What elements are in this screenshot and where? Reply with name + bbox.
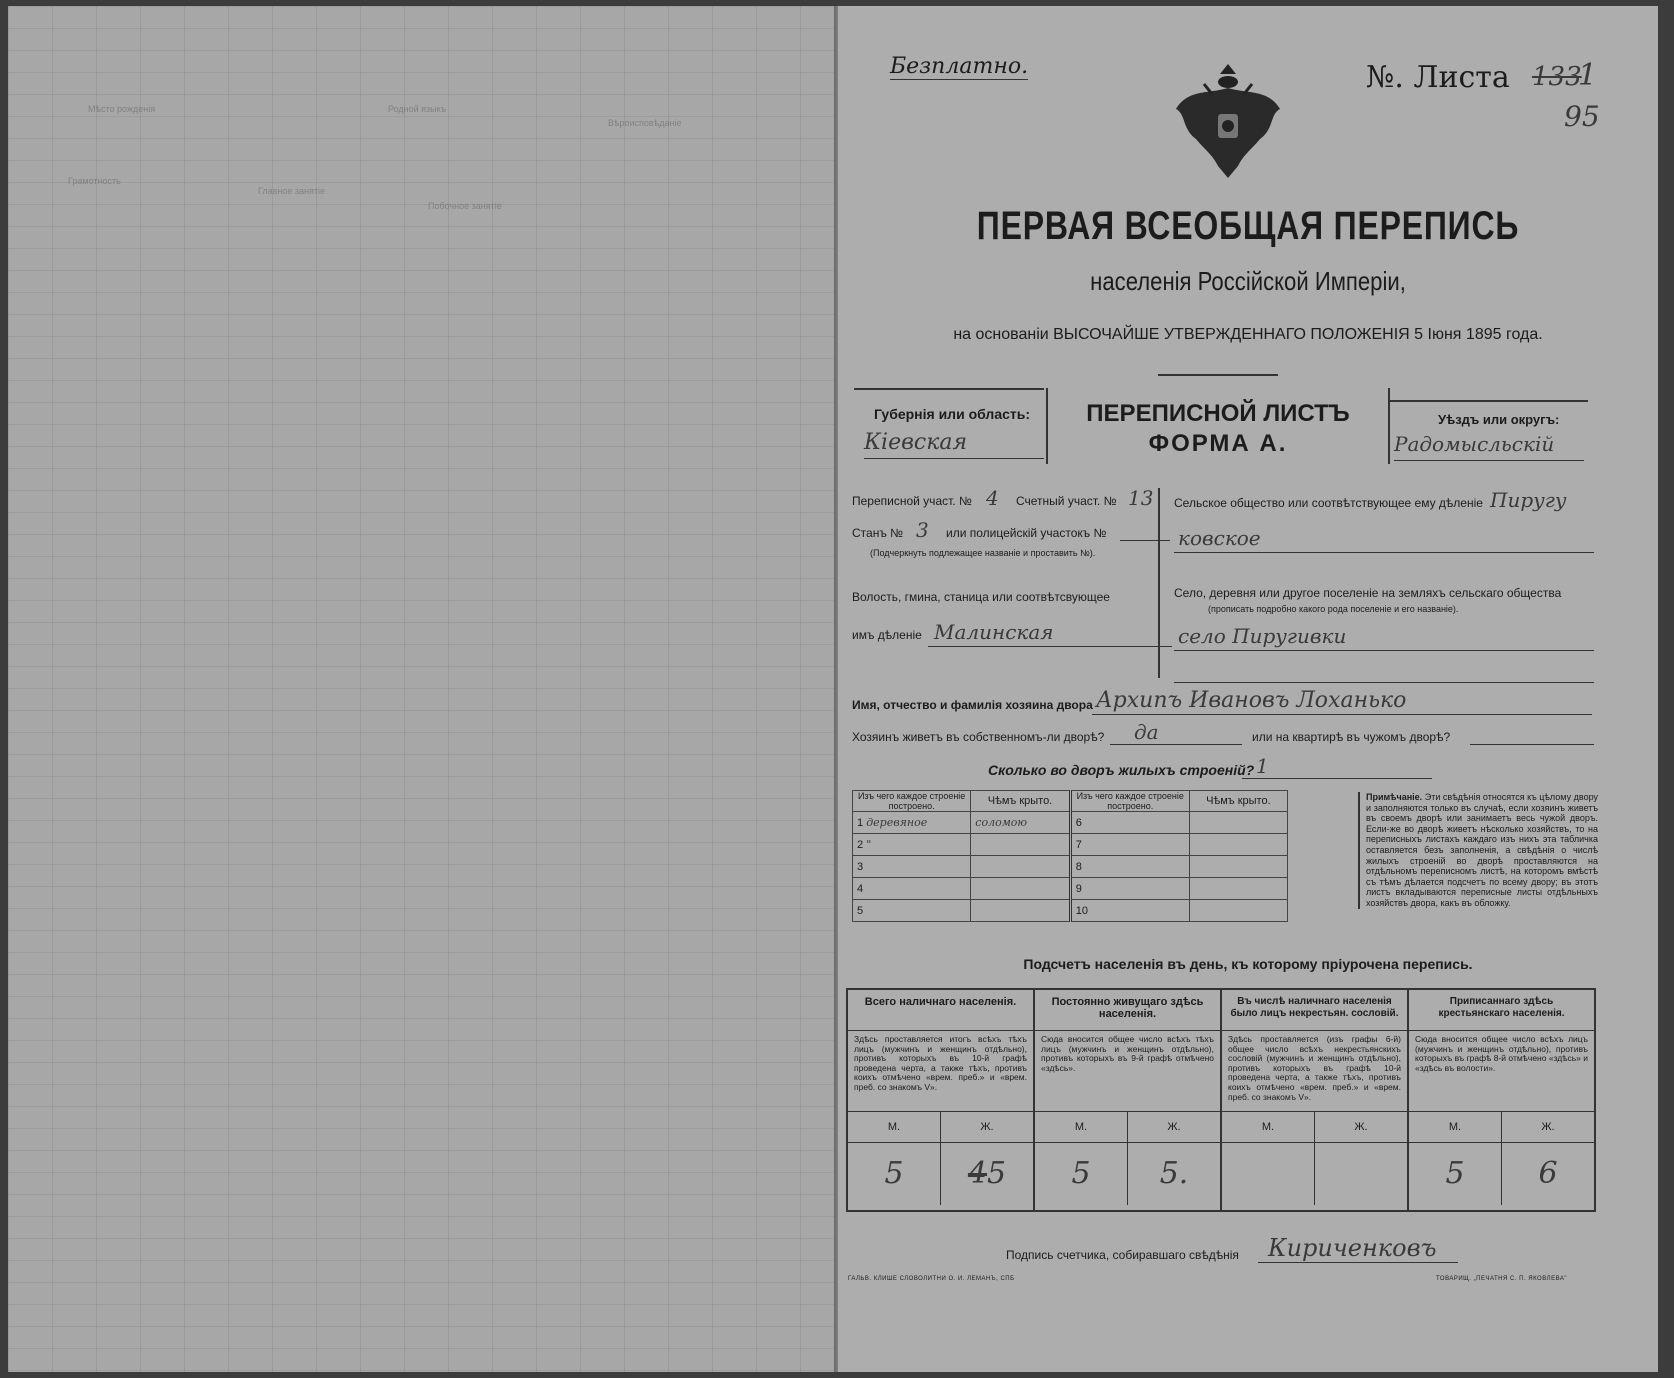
district-label: Уѣздъ или округъ: — [1438, 412, 1560, 427]
col-material-header: Изъ чего каждое строеніе построено. — [1070, 791, 1189, 812]
province-value: Кіевская — [864, 430, 968, 455]
stan-value: 3 — [916, 518, 929, 542]
left-page — [8, 6, 836, 1372]
village-value: село Пиругивки — [1178, 624, 1347, 648]
free-label: Безплатно. — [890, 54, 1029, 79]
printer-mark-left: ГАЛЬВ. КЛИШЕ СЛОВОЛИТНИ О. И. ЛЕМАНЪ, СПБ — [848, 1276, 1015, 1282]
own-yard-value: да — [1134, 720, 1159, 744]
total-women-struck: 4 — [967, 1156, 987, 1191]
col-roof-header: Чѣмъ крыто. — [971, 791, 1070, 812]
registered-men-value: 5 — [1409, 1143, 1502, 1205]
sheet-number-b: 95 — [1564, 100, 1600, 133]
buildings-value: 1 — [1256, 754, 1269, 778]
owner-label: Имя, отчество и фамилія хозяина двора — [852, 698, 1093, 712]
bleed-text: Родной языкъ — [388, 104, 447, 114]
signature-label: Подпись счетчика, собиравшаго свѣдѣнія — [1006, 1248, 1239, 1262]
sheet-number-a: 1 — [1578, 58, 1598, 93]
bleed-text: Мѣсто рожденія — [88, 104, 156, 114]
total-men-value: 5 — [848, 1143, 941, 1205]
note-text: Эти свѣдѣнія относятся къ цѣлому двору и заполняются только въ случаѣ, если хозяинъ живетъ въ своемъ дворѣ или занимаетъ весь чужой дворъ. Если-же во дворѣ живетъ нѣсколько хозяйствъ, то на переписныхъ листахъ каждаго изъ нихъ эта табличка оставляется безъ заполненія, а свѣдѣнія о числѣ жилыхъ строеній во дворѣ проставляются на отдѣльномъ переписномъ листѣ, на которомъ вмѣстѣ съ тѣмъ дѣлается подсчетъ по всему двору; въ этотъ листъ вкладываются переписные листы отдѣльныхъ хозяйствъ двора, какъ въ обложку. — [1366, 792, 1598, 908]
stan-label: Станъ № — [852, 526, 904, 540]
table-row: 5 10 — [853, 900, 1288, 922]
province-box — [854, 388, 1044, 466]
rented-label: или на квартирѣ въ чужомъ дворѣ? — [1252, 730, 1451, 744]
rural-society-label: Сельское общество или соотвѣтствующее ему дѣленіе — [1174, 496, 1483, 510]
page-title: ПЕРВАЯ ВСЕОБЩАЯ ПЕРЕПИСЬ — [976, 204, 1520, 248]
field-divider — [1158, 488, 1160, 678]
signature-value: Кириченковъ — [1268, 1234, 1437, 1262]
count-heading: Подсчетъ населенія въ день, къ которому пріурочена перепись. — [1023, 956, 1473, 972]
col-roof-header: Чѣмъ крыто. — [1189, 791, 1287, 812]
count-column: Всего наличнаго населенія. Здѣсь проставляется итогъ всѣхъ тѣхъ лицъ (мужчинъ и женщинъ отдѣльно), противъ которыхъ въ 10-й графѣ проведена черта, а также тѣхъ, противъ коихъ отмѣчено «врем. преб.» и «врем. преб. со знакомъ V». М. Ж. 5 45 — [848, 990, 1035, 1210]
count-column: Приписаннаго здѣсь крестьянскаго населенія. Сюда вносится общее число всѣхъ лицъ (мужчинъ и женщинъ отдѣльно), противъ которыхъ въ графѣ 8-й отмѣчено «здѣсь» и «здѣсь въ волости». М. Ж. 5 6 — [1409, 990, 1594, 1210]
count-district-label: Счетный участ. № — [1016, 494, 1117, 508]
district-box — [1388, 400, 1588, 466]
bleed-text: Грамотность — [68, 176, 121, 186]
nonpeasant-men-value — [1222, 1143, 1315, 1205]
ornament-divider — [1158, 374, 1278, 376]
registered-women-value: 6 — [1538, 1156, 1558, 1191]
form-subtitle: ФОРМА А. — [1148, 430, 1288, 457]
resident-men-value: 5 — [1035, 1143, 1128, 1205]
count-column: Постоянно живущаго здѣсь населенія. Сюда вносится общее число всѣхъ тѣхъ лицъ (мужчинъ и женщинъ отдѣльно), противъ которыхъ въ 9-й графѣ отмѣчено «здѣсь». М. Ж. 5 5. — [1035, 990, 1222, 1210]
census-form-page — [838, 6, 1658, 1372]
district-value: Радомысльскій — [1394, 432, 1555, 456]
count-district-value: 13 — [1128, 486, 1154, 510]
sheet-number-label: №. Листа — [1366, 60, 1510, 95]
form-title: ПЕРЕПИСНОЙ ЛИСТЪ — [1086, 400, 1350, 427]
buildings-table — [852, 790, 1288, 922]
village-label: Село, деревня или другое поселеніе на земляхъ сельскаго общества — [1174, 586, 1562, 600]
bleed-text: Главное занятіе — [258, 186, 325, 196]
rural-society-value: Пиругу — [1490, 488, 1567, 512]
total-women-value: 5 — [987, 1156, 1007, 1191]
count-table — [846, 988, 1596, 1212]
count-column: Въ числѣ наличнаго населенія было лицъ некрестьян. сословій. Здѣсь проставляется (изъ графы 6-й) общее число всѣхъ некрестьянскихъ сословій (мужчинъ и женщинъ отдѣльно), противъ которыхъ въ графѣ 10-й проведена черта, а также тѣхъ, противъ коихъ отмѣчено «врем. преб.» и «врем. преб. со знакомъ V». М. Ж. — [1222, 990, 1409, 1210]
bleed-text: Побочное занятіе — [428, 201, 502, 211]
census-district-value: 4 — [986, 486, 999, 510]
nonpeasant-women-value — [1315, 1143, 1407, 1205]
printer-mark-right: ТОВАРИЩ. „ПЕЧАТНЯ С. П. ЯКОВЛЕВА" — [1436, 1276, 1568, 1282]
col-material-header: Изъ чего каждое строеніе построено. — [853, 791, 971, 812]
note-heading: Примѣчаніе. — [1366, 792, 1423, 802]
police-label: или полицейскій участокъ № — [946, 526, 1107, 540]
province-label: Губернія или область: — [874, 406, 1031, 422]
table-row: 2 " 7 — [853, 834, 1288, 856]
village-note: (прописать подробно какого рода поселеніе и его названіе). — [1208, 604, 1459, 614]
table-row: 4 9 — [853, 878, 1288, 900]
form-title-box — [1046, 388, 1390, 464]
owner-value: Архипъ Ивановъ Лоханько — [1096, 688, 1407, 713]
bleed-text: Вѣроисповѣданіе — [608, 118, 682, 128]
page-subtitle: населенія Россійской Имперіи, — [1090, 266, 1406, 296]
volost-value: Малинская — [934, 620, 1054, 644]
stan-note: (Подчеркнуть подлежащее названіе и проставить №). — [870, 548, 1096, 558]
table-row: 3 8 — [853, 856, 1288, 878]
volost-label: Волость, гмина, станица или соотвѣтсвующее — [852, 590, 1110, 604]
buildings-label: Сколько во дворъ жилыхъ строеній? — [988, 762, 1255, 778]
own-yard-label: Хозяинъ живетъ въ собственномъ-ли дворѣ? — [852, 730, 1105, 744]
note-block — [1358, 792, 1598, 909]
table-row: 1 деревяное соломою 6 — [853, 812, 1288, 834]
resident-women-value: 5. — [1159, 1156, 1189, 1191]
legal-basis: на основаніи ВЫСОЧАЙШЕ УТВЕРЖДЕННАГО ПОЛОЖЕНІЯ 5 Іюня 1895 года. — [953, 326, 1543, 343]
double-eagle-emblem — [1168, 54, 1288, 186]
census-district-label: Переписной участ. № — [852, 494, 972, 508]
volost-label-2: имъ дѣленіе — [852, 628, 922, 642]
rural-society-value-2: ковское — [1178, 526, 1261, 550]
sheet-number-struck: 133 — [1532, 62, 1582, 92]
